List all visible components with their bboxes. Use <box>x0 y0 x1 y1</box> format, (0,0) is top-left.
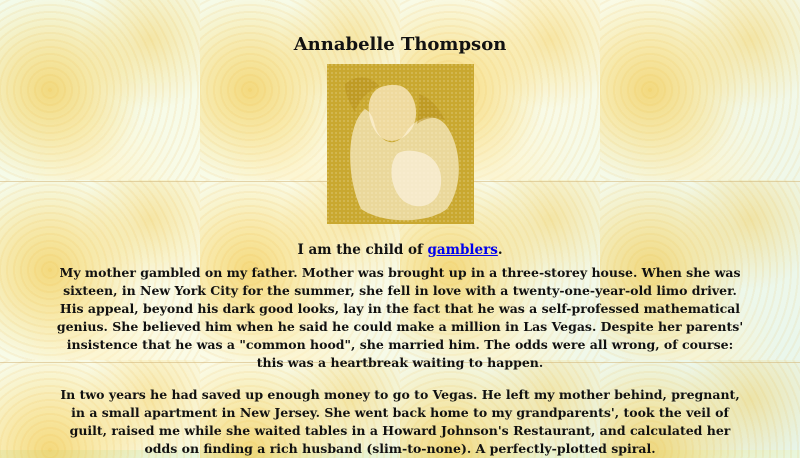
paragraph: In two years he had saved up enough money to go to Vegas. He left my mother behind, pregnant, in a small apartment in New Jersey. She went back home to my grandparents', took the veil of guilt, raised me while she waited tables in a Howard Johnson's Restaurant, and calculated her odds on finding a rich husband (slim-to-none). A perfectly-plotted spiral. <box>60 387 740 456</box>
gamblers-link[interactable]: gamblers <box>427 242 498 258</box>
page-title: Annabelle Thompson <box>293 34 507 55</box>
portrait-image <box>327 64 474 224</box>
intro-suffix: . <box>497 242 503 258</box>
paragraph: My mother gambled on my father. Mother was brought up in a three-storey house. When she was sixteen, in New York City for the summer, she fell in love with a twenty-one-year-old limo driver. His appeal, beyond his dark good looks, lay in the fact that he was a self-professed mathematical genius. She believed him when he said he could make a million in Las Vegas. Despite her parents' insistence that he was a "common hood", she married him. The odds were all wrong, of course: this was a heartbreak waiting to happen. <box>56 265 744 370</box>
portrait-illustration <box>327 64 474 224</box>
intro-line <box>55 240 745 264</box>
portrait-texture <box>327 64 474 224</box>
intro-prefix: I am the child of <box>297 242 428 258</box>
page-content <box>55 34 745 458</box>
